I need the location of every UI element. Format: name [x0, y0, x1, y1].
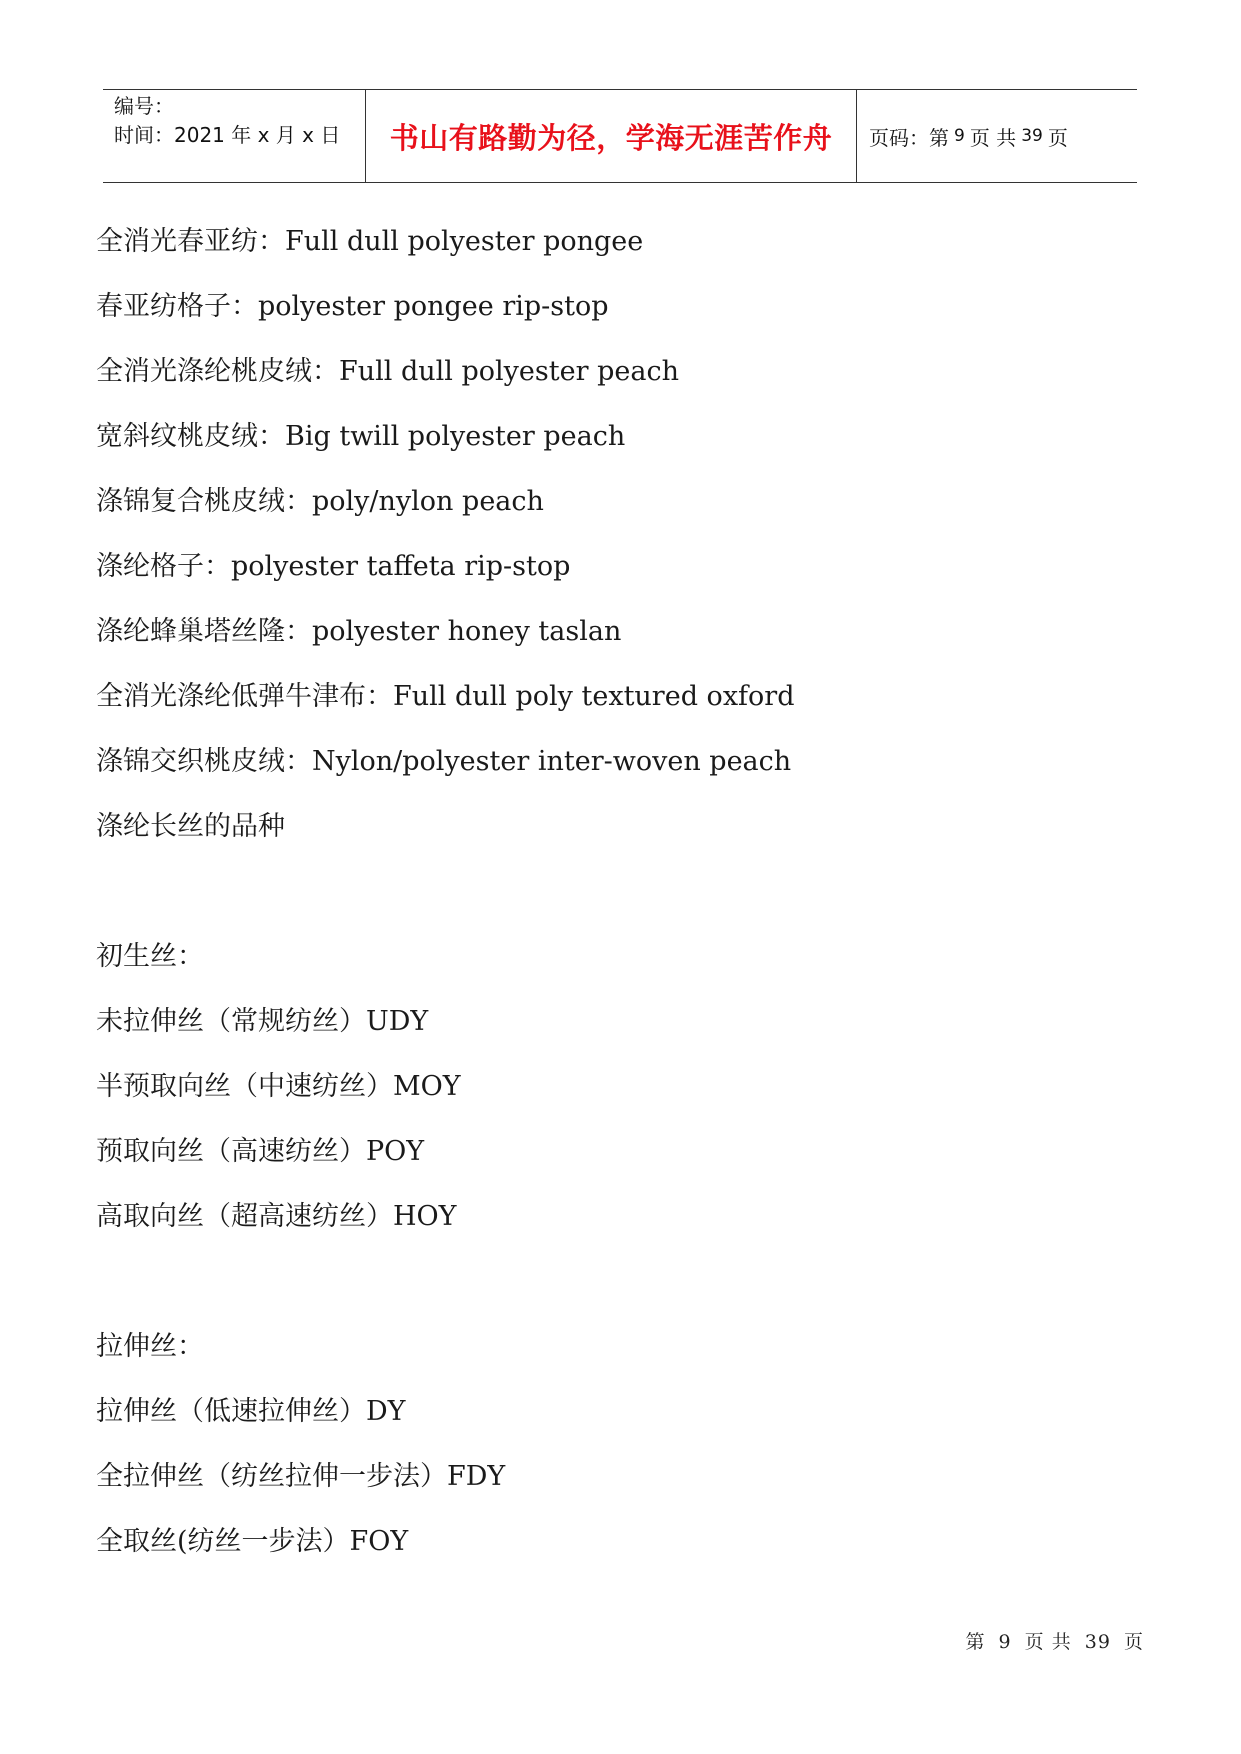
section2-item: 全取丝(纺丝一步法）FOY [96, 1526, 409, 1557]
section1-item: 预取向丝（高速纺丝）POY [96, 1136, 425, 1167]
header-page-total: 39 [1021, 126, 1043, 146]
document-time-label: 时间：2021 年 x 月 x 日 [114, 123, 341, 147]
header-page-indicator [857, 90, 1137, 182]
document-body [96, 219, 1136, 1584]
body-line: 涤锦交织桃皮绒：Nylon/polyester inter-woven peach [96, 746, 792, 777]
footer-page-mid: 页 共 [1024, 1631, 1072, 1653]
body-line: 涤纶蜂巢塔丝隆：polyester honey taslan [96, 616, 622, 647]
header-meta-cell [103, 90, 366, 182]
document-number-label: 编号： [114, 94, 174, 118]
section2-item: 全拉伸丝（纺丝拉伸一步法）FDY [96, 1461, 506, 1492]
section-title-drawn-yarn: 拉伸丝： [96, 1331, 204, 1362]
body-line: 宽斜纹桃皮绒：Big twill polyester peach [96, 421, 626, 452]
footer-page-current: 9 [998, 1631, 1012, 1653]
section1-item: 半预取向丝（中速纺丝）MOY [96, 1071, 461, 1102]
header-page-mid: 页 共 [969, 125, 1017, 150]
document-header [103, 89, 1137, 183]
body-line: 全消光涤纶低弹牛津布：Full dull poly textured oxford [96, 681, 795, 712]
header-page-suffix: 页 [1047, 125, 1068, 150]
footer-page-suffix: 页 [1123, 1631, 1144, 1653]
body-line: 春亚纺格子：polyester pongee rip-stop [96, 291, 609, 322]
section1-item: 未拉伸丝（常规纺丝）UDY [96, 1006, 429, 1037]
header-motto: 书山有路勤为径，学海无涯苦作舟 [366, 90, 857, 182]
page-footer [965, 1627, 1144, 1654]
body-line: 全消光春亚纺：Full dull polyester pongee [96, 226, 644, 257]
section2-item: 拉伸丝（低速拉伸丝）DY [96, 1396, 406, 1427]
footer-page-total: 39 [1084, 1631, 1111, 1653]
body-line: 涤纶长丝的品种 [96, 811, 285, 842]
paragraph-gap [96, 1259, 1136, 1324]
header-page-prefix: 页码：第 [869, 125, 949, 150]
section-title-initial-yarn: 初生丝： [96, 941, 204, 972]
footer-page-prefix: 第 [965, 1631, 986, 1653]
section1-item: 高取向丝（超高速纺丝）HOY [96, 1201, 457, 1232]
body-line: 涤纶格子：polyester taffeta rip-stop [96, 551, 571, 582]
paragraph-gap [96, 869, 1136, 934]
body-line: 涤锦复合桃皮绒：poly/nylon peach [96, 486, 544, 517]
body-line: 全消光涤纶桃皮绒：Full dull polyester peach [96, 356, 679, 387]
header-page-current: 9 [954, 126, 965, 146]
